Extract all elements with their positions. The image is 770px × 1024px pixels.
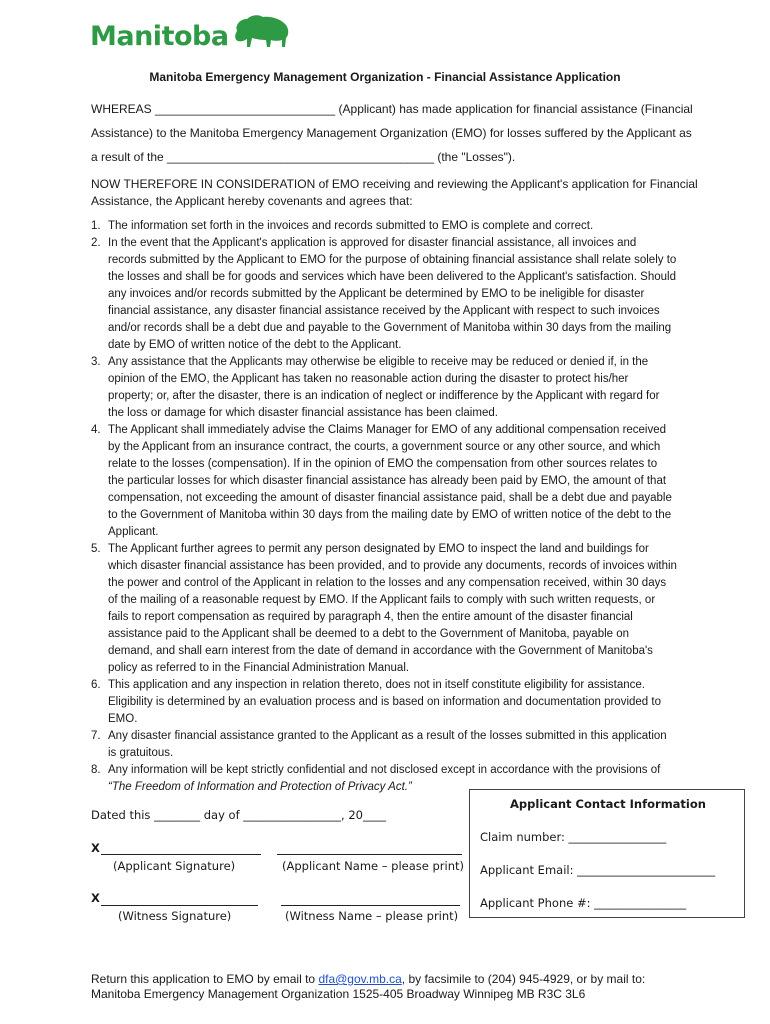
covenants-list (91, 218, 741, 796)
whereas-paragraph (91, 97, 741, 169)
act-name: “The Freedom of Information and Protection of Privacy Act.” (108, 781, 412, 793)
whereas-line[interactable]: a result of the ________________________________________ (the "Losses"). (91, 150, 516, 164)
manitoba-logo (90, 14, 291, 58)
list-item: 4. The Applicant shall immediately advise the Claims Manager for EMO of any additional compensation received by the Applicant from an insurance contract, the courts, a government source or any other source, and which relate to the losses (compensation). If in the opinion of EMO the compensation from other sources relates to the particular losses for which disaster financial assistance has already been paid by EMO, the amount of that compensation, not exceeding the amount of disaster financial assistance paid, shall be a debt due and payable to the Government of Manitoba within 30 days from the mailing date by EMO of written notice of the debt to the Applicant. (91, 424, 672, 538)
list-item: 5. The Applicant further agrees to permit any person designated by EMO to inspect the land and buildings for which disaster financial assistance has been provided, and to provide any documents, records of invoices within the power and control of the Applicant in relation to the losses and any compensation received, within 30 days of the mailing of a reasonable request by EMO. If the Applicant fails to comply with such written requests, or fails to report compensation as required by paragraph 4, then the entire amount of the disaster financial assistance paid to the Applicant shall be deemed to a debt to the Government of Manitoba, payable on demand, and shall earn interest from the date of demand in accordance with the Government of Manitoba's policy as referred to in the Financial Administration Manual. (91, 543, 677, 674)
contact-title: Applicant Contact Information (510, 797, 706, 811)
consideration-line: Assistance, the Applicant hereby covenants and agrees that: (91, 194, 413, 208)
email-link[interactable]: dfa@gov.mb.ca (318, 972, 402, 986)
consideration-paragraph (91, 176, 741, 210)
witness-name-label: (Witness Name – please print) (285, 909, 459, 923)
applicant-signature-label: (Applicant Signature) (113, 859, 236, 873)
list-item: 3. Any assistance that the Applicants may otherwise be eligible to receive may be reduced or denied if, in the opinion of the EMO, the Applicant has taken no reasonable action during the disaster to protect his/her property; or, after the disaster, there is an indication of neglect or indifference by the Applicant with regard for the loss or damage for which disaster financial assistance has been claimed. (91, 356, 660, 419)
list-item: 1. The information set forth in the invoices and records submitted to EMO is complete and correct. (91, 220, 594, 232)
logo-text: Manitoba (90, 20, 229, 52)
list-item: 2. In the event that the Applicant's application is approved for disaster financial assistance, all invoices and records submitted by the Applicant to EMO for the purpose of obtaining financial assistance shall relate solely to the losses and shall be for goods and services which have been delivered to the Applicant's satisfaction. Should any invoices and/or records submitted by the Applicant be determined by EMO to be ineligible for disaster financial assistance, any disaster financial assistance received by the Applicant with respect to such invoices and/or records shall be a debt due and payable to the Government of Manitoba within 30 days from the mailing date by EMO of written notice of the debt to the Applicant. (91, 237, 677, 351)
consideration-line: NOW THEREFORE IN CONSIDERATION of EMO receiving and reviewing the Applicant's application for Financial (91, 177, 698, 191)
list-item: 7. Any disaster financial assistance granted to the Applicant as a result of the losses submitted in this application is gratuitous. (91, 730, 667, 759)
claim-number-field[interactable]: Claim number: _________________ (480, 830, 667, 844)
list-item: 8. Any information will be kept strictly confidential and not disclosed except in accordance with the provisions of “The Freedom of Information and Protection of Privacy Act.” (91, 762, 741, 796)
whereas-line: Assistance) to the Manitoba Emergency Management Organization (EMO) for losses suffered by the Applicant as (91, 126, 692, 140)
witness-signature-line[interactable] (101, 893, 258, 906)
witness-signature-label: (Witness Signature) (118, 909, 232, 923)
witness-name-line[interactable] (281, 893, 460, 906)
applicant-email-field[interactable]: Applicant Email: ________________________ (480, 863, 716, 877)
footer-line-1: Return this application to EMO by email to dfa@gov.mb.ca, by facsimile to (204) 945-4929, or by mail to: (91, 972, 646, 986)
applicant-name-label: (Applicant Name – please print) (282, 859, 465, 873)
footer (91, 972, 751, 1002)
applicant-signature-line[interactable] (101, 842, 261, 855)
applicant-contact-box (469, 789, 745, 918)
applicant-x-mark: X (91, 841, 100, 855)
witness-x-mark: X (91, 891, 100, 905)
dated-line[interactable]: Dated this ________ day of _________________, 20____ (91, 808, 386, 822)
whereas-line[interactable]: WHEREAS ___________________________ (Applicant) has made application for financial assistance (Financial (91, 102, 693, 116)
bison-icon (231, 13, 291, 53)
page-title: Manitoba Emergency Management Organization - Financial Assistance Application (149, 70, 621, 84)
footer-line-2: Manitoba Emergency Management Organization 1525-405 Broadway Winnipeg MB R3C 3L6 (91, 987, 586, 1001)
applicant-name-line[interactable] (277, 842, 462, 855)
list-item: 6. This application and any inspection in relation thereto, does not in itself constitute eligibility for assistance. Eligibility is determined by an evaluation process and is based on information and documentation provided to EMO. (91, 679, 661, 725)
applicant-phone-field[interactable]: Applicant Phone #: ________________ (480, 896, 687, 910)
